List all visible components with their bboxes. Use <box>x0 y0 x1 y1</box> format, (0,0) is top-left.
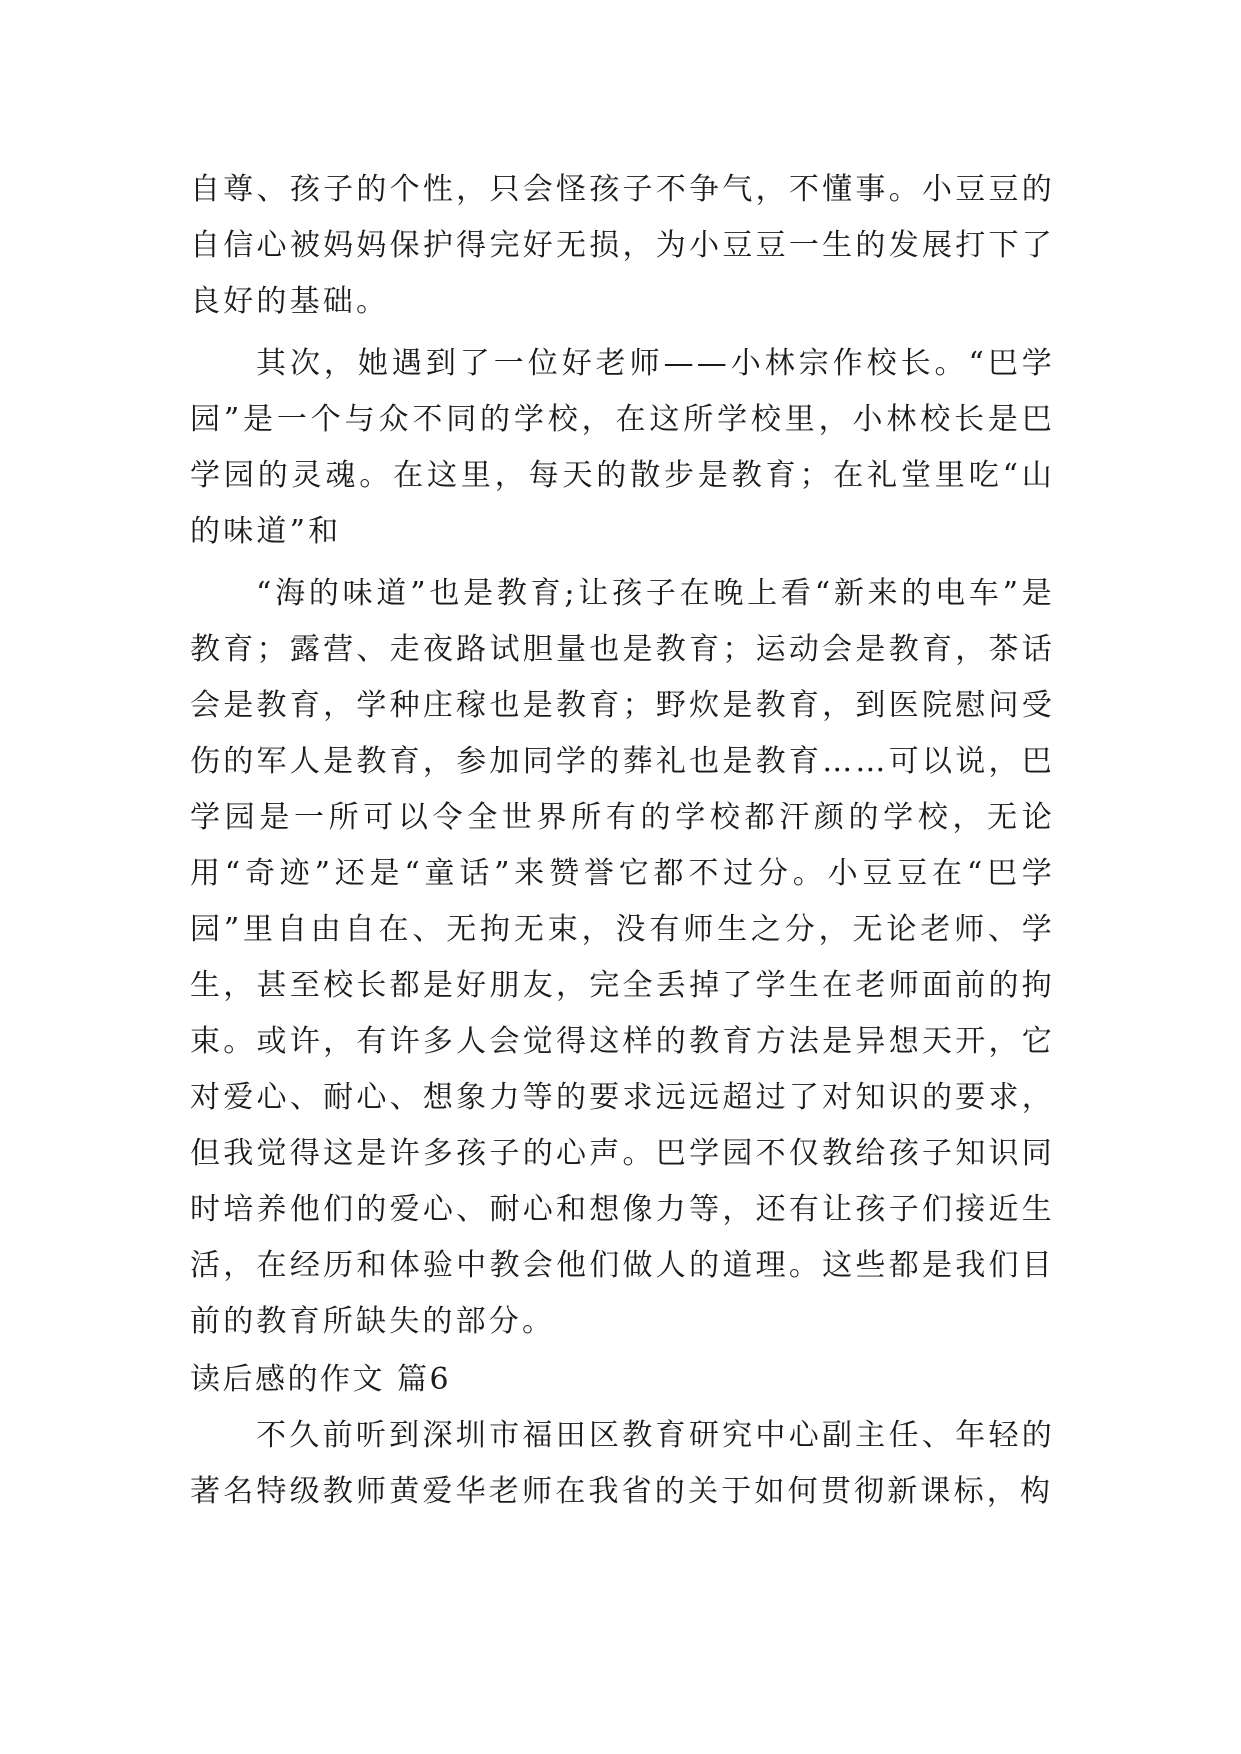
paragraph-final: 不久前听到深圳市福田区教育研究中心副主任、年轻的著名特级教师黄爱华老师在我省的关于如何贯彻新课标，构 <box>190 1418 1055 1509</box>
paragraph-continuation: 自尊、孩子的个性，只会怪孩子不争气，不懂事。小豆豆的自信心被妈妈保护得完好无损，为小豆豆一生的发展打下了良好的基础。 <box>190 172 1055 319</box>
document-page <box>190 162 1055 1520</box>
paragraph-principal: 其次，她遇到了一位好老师——小林宗作校长。“巴学园”是一个与众不同的学校，在这所学校里，小林校长是巴学园的灵魂。在这里，每天的散步是教育；在礼堂里吃“山的味道”和 <box>190 346 1055 549</box>
section-heading: 读后感的作文 篇6 <box>190 1362 452 1397</box>
paragraph-education-examples: “海的味道”也是教育;让孩子在晚上看“新来的电车”是教育；露营、走夜路试胆量也是教育；运动会是教育，茶话会是教育，学种庄稼也是教育；野炊是教育，到医院慰问受伤的军人是教育，参加同学的葬礼也是教育……可以说，巴学园是一所可以令全世界所有的学校都汗颜的学校，无论用“奇迹”还是“童话”来赞誉它都不过分。小豆豆在“巴学园”里自由自在、无拘无束，没有师生之分，无论老师、学生，甚至校长都是好朋友，完全丢掉了学生在老师面前的拘束。或许，有许多人会觉得这样的教育方法是异想天开，它对爱心、耐心、想象力等的要求远远超过了对知识的要求，但我觉得这是许多孩子的心声。巴学园不仅教给孩子知识同时培养他们的爱心、耐心和想像力等，还有让孩子们接近生活，在经历和体验中教会他们做人的道理。这些都是我们目前的教育所缺失的部分。 <box>190 576 1055 1339</box>
